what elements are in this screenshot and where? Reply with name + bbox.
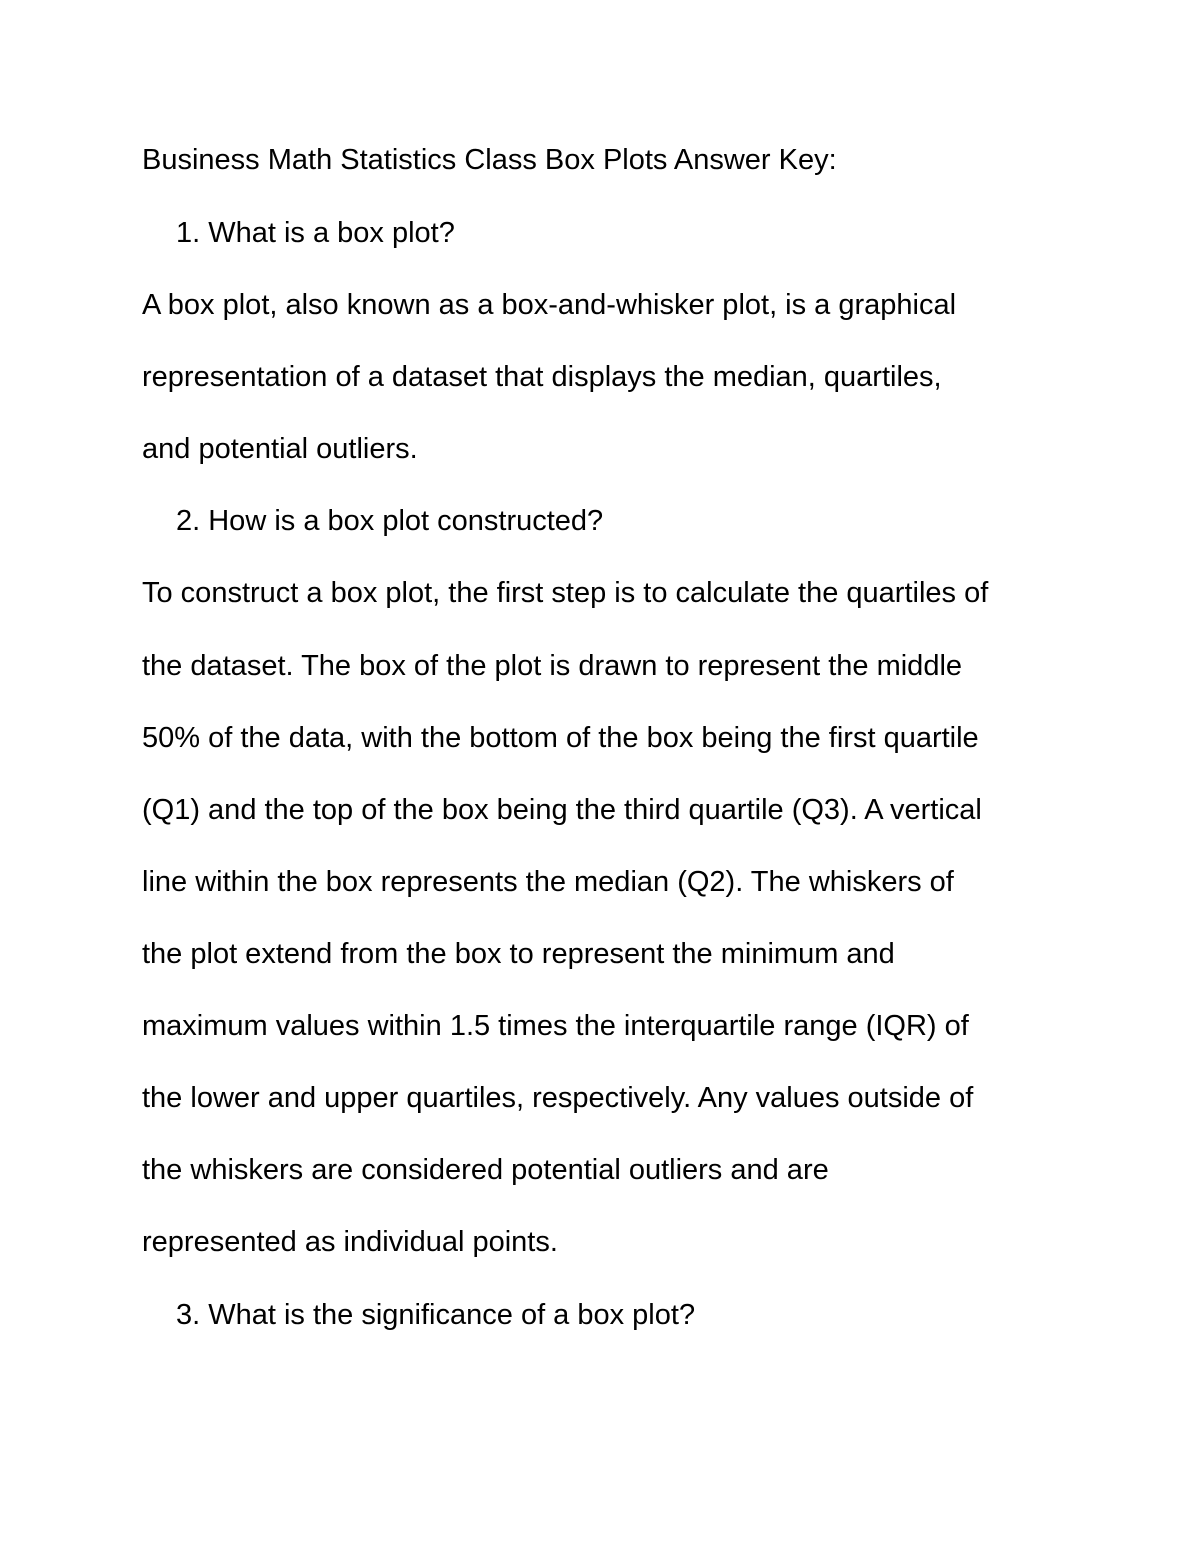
question-1-label: 1. What is a box plot? [176,217,455,249]
answer-2-line: maximum values within 1.5 times the interquartile range (IQR) of [142,1010,969,1042]
answer-1-line: and potential outliers. [142,433,418,465]
answer-2-line: the lower and upper quartiles, respectively. Any values outside of [142,1082,974,1114]
answer-2-line: To construct a box plot, the first step is to calculate the quartiles of [142,577,989,609]
answer-2-line: (Q1) and the top of the box being the third quartile (Q3). A vertical [142,794,982,826]
answer-2-line: the dataset. The box of the plot is drawn to represent the middle [142,650,963,682]
answer-2-line: the plot extend from the box to represent the minimum and [142,938,895,970]
answer-2-line: 50% of the data, with the bottom of the box being the first quartile [142,722,979,754]
answer-2-line: line within the box represents the median (Q2). The whiskers of [142,866,954,898]
question-2-label: 2. How is a box plot constructed? [176,505,604,537]
question-3-label: 3. What is the significance of a box plot? [176,1299,696,1331]
answer-1-line: A box plot, also known as a box-and-whisker plot, is a graphical [142,289,957,321]
answer-2-line: represented as individual points. [142,1226,558,1258]
answer-1-line: representation of a dataset that displays the median, quartiles, [142,361,942,393]
document-title: Business Math Statistics Class Box Plots Answer Key: [142,144,837,176]
answer-2-line: the whiskers are considered potential outliers and are [142,1154,829,1186]
